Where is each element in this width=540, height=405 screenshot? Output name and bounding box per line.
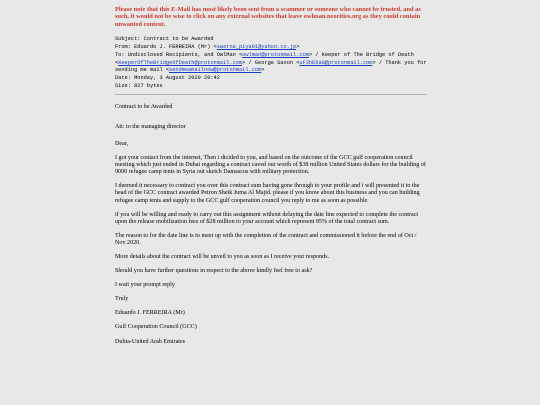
signature-org: Gulf Cooperation Council (GCC) [115, 324, 197, 331]
from-line [115, 44, 427, 52]
size-value: 827 bytes [134, 83, 163, 89]
body-paragraph-1: I got your contact from the internet, Then i dicided to you, and based on the outcome of the GCC gulf cooperation council meeting which just ended in Dubai regarding a contract caved out worth of $38 million United States dollars for the building of 9000 refugee camp tents in Syria out sketch Damascus with military protection. [115, 155, 426, 176]
signature-location: Dubia-United Arab Emirates [115, 338, 186, 345]
body-paragraph-2: I deemed it necessary to contract you over this contract sum having gone through to your profile and i will presented it to the head of the GCC contract awarded Petron Sheik Juma Al Majid. please if you know about this business and you can building refugee camp tents and supply to the GCC gulf cooperation council you reply to me as soon as possible. [115, 183, 420, 204]
from-end: > [296, 44, 300, 51]
subject-value: Contract to be Awarded [143, 36, 214, 43]
to-mid-2: > / George Saxon < [242, 59, 300, 66]
date-label: Date: [115, 75, 131, 82]
body-paragraph-5: More details about the contract will be unveil to you as soon as I receive your responds. [115, 254, 330, 261]
to-email-link-1[interactable]: owlman@protonmail.com [242, 51, 309, 58]
size-label: Size: [115, 83, 131, 89]
to-prefix: Undisclosed Recipients, and OwlMan < [127, 51, 243, 58]
from-email-link[interactable]: swarna_piya01@yahoo.co.jp [216, 44, 297, 51]
body-paragraph-3: if you will be willing and ready to carry out this assignment without delaying the date line expected to complete the contract upon the release mobilization fees of $28 million to your account which represent 95% of the total contract sum. [115, 211, 419, 225]
to-line [115, 52, 427, 75]
body-paragraph-4: The reason to for the date line is to meet up with the completion of the contract and commissioned it before the end of Oct / Nov 2020. [115, 232, 417, 246]
to-label: To: [115, 51, 125, 58]
to-mid-1: > / Keeper of The Bridge of Death < [115, 51, 414, 66]
to-end: > [261, 67, 265, 74]
to-email-link-3[interactable]: uF3hE6aG@protonmail.com [299, 59, 373, 66]
size-line [115, 83, 427, 91]
body-attention: Att: to the managing director [115, 123, 186, 130]
body-paragraph-7: I wait your prompt reply [115, 282, 175, 289]
from-label: From: [115, 44, 131, 51]
to-email-link-4[interactable]: sendmeamailnow@protonmail.com [169, 67, 262, 74]
to-mid-3: > / Thank you for sending me mail < [115, 59, 427, 74]
email-headers [115, 36, 427, 91]
body-title: Contract to be Awarded [115, 103, 173, 110]
email-page [113, 6, 427, 353]
signature-name: Eduardo J. FERREIRA (Mr) [115, 310, 185, 317]
date-line [115, 75, 427, 83]
to-email-link-2[interactable]: KeeperOfTheBridgeOfDeath@protonmail.com [118, 59, 243, 66]
from-name: Eduardo J. FERREIRA (Mr) < [134, 44, 217, 51]
body-greeting: Dear, [115, 140, 129, 147]
subject-label: Subject: [115, 36, 141, 43]
date-value: Monday, 3 August 2020 20:42 [134, 75, 220, 82]
subject-line [115, 36, 427, 44]
email-body [115, 104, 427, 346]
header-divider [115, 94, 427, 95]
body-paragraph-6: Should you have further questions in respect to the above kindly feel free to ask? [115, 268, 313, 275]
scam-warning: Please note that this E-Mail has most likely been sent from a scammer or someone who cannot be trusted, and as such, it would not be wise to click on any external websites that leave owlman.neocities.org as they could contain unwanted content. [115, 6, 421, 28]
body-closing: Truly [115, 296, 129, 303]
